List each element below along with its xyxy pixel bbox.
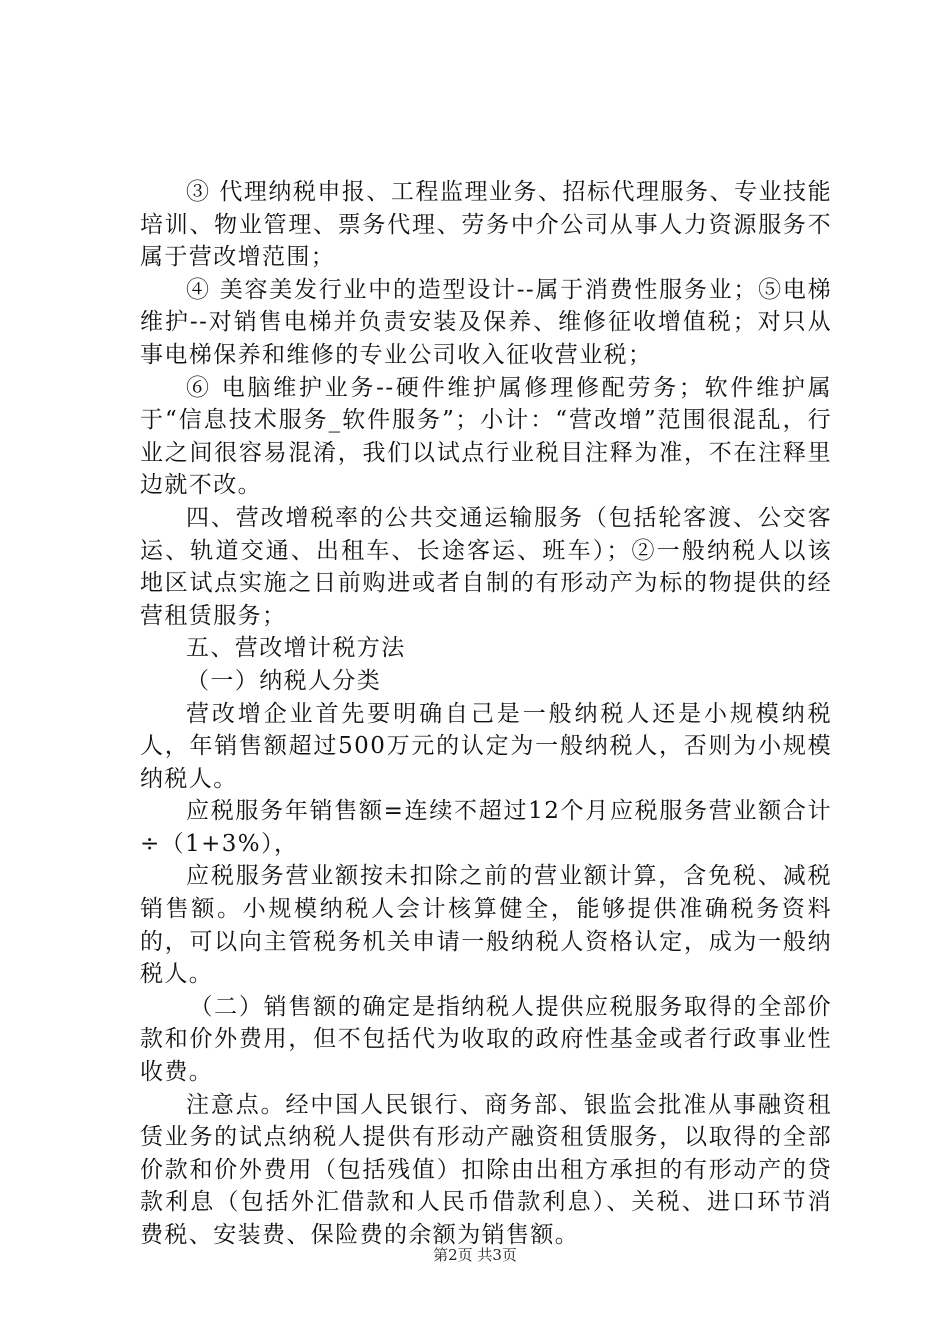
paragraph: ④ 美容美发行业中的造型设计--属于消费性服务业；⑤电梯维护--对销售电梯并负责安装及保养、维修征收增值税；对只从事电梯保养和维修的专业公司收入征收营业税； [140,276,832,368]
subsection-heading: （一）纳税人分类 [186,667,382,694]
paragraph: 应税服务营业额按未扣除之前的营业额计算，含免税、减税销售额。小规模纳税人会计核算健全，能够提供准确税务资料的，可以向主管税务机关申请一般纳税人资格认定，成为一般纳税人。 [140,863,832,988]
paragraph: 四、营改增税率的公共交通运输服务（包括轮客渡、公交客运、轨道交通、出租车、长途客运、班车）；②一般纳税人以该地区试点实施之日前购进或者自制的有形动产为标的物提供的经营租赁服务； [140,504,832,629]
paragraph: ③ 代理纳税申报、工程监理业务、招标代理服务、专业技能培训、物业管理、票务代理、劳务中介公司从事人力资源服务不属于营改增范围； [140,179,832,271]
paragraph: （二）销售额的确定是指纳税人提供应税服务取得的全部价款和价外费用，但不包括代为收取的政府性基金或者行政事业性收费。 [140,993,832,1086]
paragraph: ⑥ 电脑维护业务--硬件维护属修理修配劳务；软件维护属于“信息技术服务_软件服务”；小计：“营改增”范围很混乱，行业之间很容易混淆，我们以试点行业税目注释为准，不在注释里边就不改。 [140,374,832,499]
paragraph: 营改增企业首先要明确自己是一般纳税人还是小规模纳税人，年销售额超过500万元的认定为一般纳税人，否则为小规模纳税人。 [140,700,832,792]
section-heading: 五、营改增计税方法 [186,635,406,662]
document-body [140,176,832,1252]
paragraph: 注意点。经中国人民银行、商务部、银监会批准从事融资租赁业务的试点纳税人提供有形动产融资租赁服务，以取得的全部价款和价外费用（包括残值）扣除由出租方承担的有形动产的贷款利息（包括外汇借款和人民币借款利息）、关税、进口环节消费税、安装费、保险费的余额为销售额。 [140,1091,832,1248]
formula-paragraph: 应税服务年销售额=连续不超过12个月应税服务营业额合计÷（1+3%）， [140,798,832,857]
page-number-footer: 第2页 共3页 [433,1246,517,1264]
